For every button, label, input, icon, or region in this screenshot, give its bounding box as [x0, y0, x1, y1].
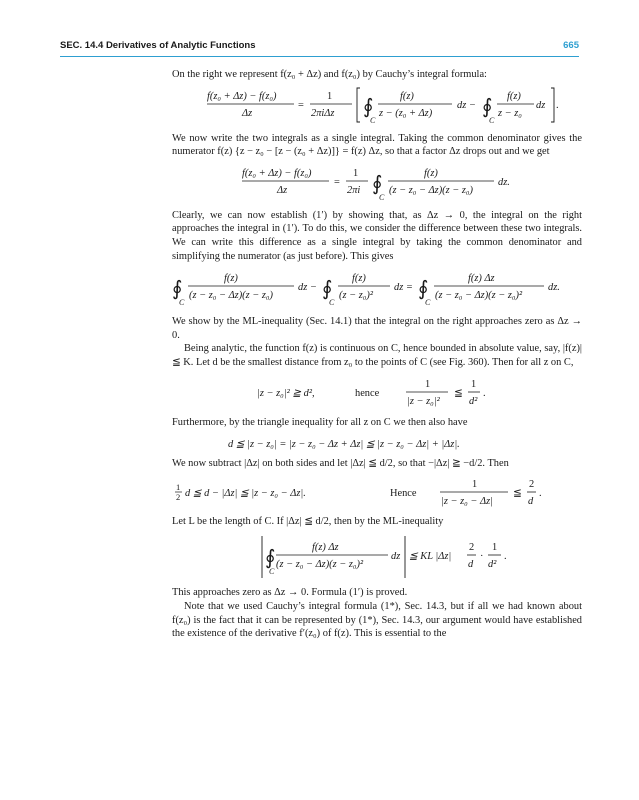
eq7-contour: C	[269, 567, 275, 577]
page-number: 665	[563, 40, 579, 51]
eq3-integral-3: ∮	[418, 278, 429, 301]
eq7-num: f(z) Δz	[312, 542, 339, 554]
eq7-f2-num: 1	[492, 542, 498, 554]
paragraph-3: Clearly, we can now establish (1′) by showing that, as Δz → 0, the integral on the right approaches the integral in (1′). To do this, we consider the difference between these two integrals. We can write this difference as a single integral by taking the common denominator and simplifying the numerator (as just before). This gives	[172, 209, 582, 262]
eq1-dz2: dz	[536, 99, 546, 111]
eq4-frac-den: |z − z₀|²	[407, 395, 440, 407]
eq2-lhs-num: f(z₀ + Δz) − f(z₀)	[242, 167, 312, 179]
eq7-f1-den: d	[468, 559, 474, 571]
paragraph-4: We show by the ML-inequality (Sec. 14.1) that the integral on the right approaches zero as Δz → 0.	[172, 316, 582, 341]
eq4-end: .	[483, 387, 486, 399]
eq1-integral-2: ∮	[482, 95, 493, 118]
eq6-rhs-den: d	[528, 495, 534, 507]
eq1-coef-num: 1	[327, 90, 333, 102]
paragraph-10: Note that we used Cauchy’s integral formula (1*), Sec. 14.3, but if all we had known about f(z₀) is the fact that it can be represented by (1*), Sec. 14.3, our argument would have established the existence of the derivative f′(z₀) of f(z). This is essential to the	[172, 600, 582, 640]
eq3-contour-2: C	[329, 298, 335, 308]
eq1-right-bracket	[551, 88, 554, 122]
paragraph-7: We now subtract |Δz| on both sides and let |Δz| ≦ d/2, so that −|Δz| ≧ −d/2. Then	[172, 458, 509, 470]
eq2-integral: ∮	[372, 172, 383, 195]
eq2-int-num: f(z)	[424, 167, 438, 179]
running-header	[60, 40, 579, 54]
eq5-text: d ≦ |z − z₀| = |z − z₀ − Δz + Δz| ≦ |z − z₀ − Δz| + |Δz|.	[228, 439, 460, 451]
eq1-contour-1: C	[370, 115, 376, 125]
eq2-tail: dz.	[498, 176, 510, 188]
eq3-t3-num: f(z) Δz	[468, 273, 495, 285]
eq7-dot: ·	[480, 551, 484, 563]
eq1-end: .	[556, 99, 559, 111]
eq1-contour-2: C	[489, 115, 495, 125]
eq7-integral: ∮	[265, 547, 276, 570]
eq1-dz1: dz −	[457, 99, 476, 111]
page-body	[172, 66, 582, 641]
eq2-coef-den: 2πi	[347, 184, 361, 196]
equation-3	[172, 263, 582, 315]
eq4-rhs-num: 1	[471, 378, 477, 390]
eq6-end: .	[539, 487, 542, 499]
eq1-int1-den: z − (z₀ + Δz)	[379, 107, 433, 119]
header-rule	[60, 56, 579, 57]
paragraph-5: Being analytic, the function f(z) is continuous on C, hence bounded in absolute value, say, |f(z)| ≦ K. Let d be the smallest distance from z₀ to the points of C (see Fig. 360). Then for all z on C,	[172, 343, 582, 368]
paragraph-8: Let L be the length of C. If |Δz| ≦ d/2, then by the ML-inequality	[172, 515, 444, 527]
eq3-dz-eq: dz =	[394, 282, 413, 294]
eq4-rel: ≦	[454, 387, 463, 399]
eq2-equals: =	[334, 176, 340, 188]
eq3-t3-den: (z − z₀ − Δz)(z − z₀)²	[435, 290, 523, 302]
eq3-t2-num: f(z)	[352, 273, 366, 285]
eq7-rel: ≦ KL |Δz|	[409, 551, 452, 563]
eq1-int2-num: f(z)	[507, 90, 521, 102]
equation-6	[172, 471, 582, 515]
eq6-rhs-num: 2	[529, 478, 535, 490]
eq3-t1-den: (z − z₀ − Δz)(z − z₀)	[189, 290, 274, 302]
eq2-coef-num: 1	[353, 167, 359, 179]
eq1-lhs-den: Δz	[242, 107, 253, 119]
eq3-tail: dz.	[548, 282, 560, 294]
eq3-dz-minus: dz −	[298, 282, 317, 294]
eq4-rhs-den: d²	[469, 395, 478, 407]
eq3-integral-2: ∮	[322, 278, 333, 301]
eq2-contour: C	[379, 192, 385, 202]
eq1-equals: =	[298, 99, 304, 111]
equation-1	[172, 82, 582, 132]
eq7-f1-num: 2	[469, 542, 475, 554]
eq2-int-den: (z − z₀ − Δz)(z − z₀)	[389, 184, 474, 196]
eq3-t1-num: f(z)	[224, 273, 238, 285]
eq1-int1-num: f(z)	[400, 90, 414, 102]
eq6-frac-num: 1	[472, 478, 478, 490]
eq1-int2-den: z − z₀	[498, 107, 522, 119]
equation-7	[172, 528, 582, 586]
eq1-lhs-num: f(z₀ + Δz) − f(z₀)	[207, 90, 277, 102]
eq1-left-bracket	[357, 88, 360, 122]
eq6-hence: Hence	[390, 487, 417, 499]
eq4-hence: hence	[355, 387, 380, 399]
eq7-end: .	[504, 551, 507, 563]
paragraph-1: On the right we represent f(z₀ + Δz) and f(z₀) by Cauchy’s integral formula:	[172, 69, 487, 80]
section-title: SEC. 14.4 Derivatives of Analytic Functions	[60, 40, 256, 51]
eq6-half-den: 2	[176, 491, 181, 502]
eq1-integral-1: ∮	[363, 95, 374, 118]
eq7-dz: dz	[391, 551, 401, 563]
eq1-coef-den: 2πiΔz	[311, 107, 335, 119]
eq3-contour-1: C	[179, 298, 185, 308]
eq2-lhs-den: Δz	[277, 184, 288, 196]
eq3-t2-den: (z − z₀)²	[339, 290, 373, 302]
eq4-left: |z − z₀|² ≧ d²,	[257, 387, 315, 399]
eq3-contour-3: C	[425, 298, 431, 308]
eq3-integral-1: ∮	[172, 278, 183, 301]
eq6-half-num: 1	[176, 481, 181, 492]
equation-2	[172, 159, 582, 209]
equation-5	[172, 429, 582, 457]
equation-4	[172, 370, 582, 416]
eq7-f2-den: d²	[488, 559, 497, 571]
paragraph-9: This approaches zero as Δz → 0. Formula (1′) is proved.	[172, 587, 408, 599]
eq6-left: d ≦ d − |Δz| ≦ |z − z₀ − Δz|.	[185, 487, 306, 499]
paragraph-6: Furthermore, by the triangle inequality for all z on C we then also have	[172, 416, 468, 428]
eq6-frac-den: |z − z₀ − Δz|	[441, 495, 493, 507]
eq4-frac-num: 1	[425, 378, 431, 390]
eq6-rel: ≦	[513, 487, 522, 499]
eq7-den: (z − z₀ − Δz)(z − z₀)²	[276, 559, 364, 571]
paragraph-2: We now write the two integrals as a single integral. Taking the common denominator gives the numerator f(z) {z − z₀ − [z − (z₀ + Δz)]} = f(z) Δz, so that a factor Δz drops out and we get	[172, 132, 582, 158]
